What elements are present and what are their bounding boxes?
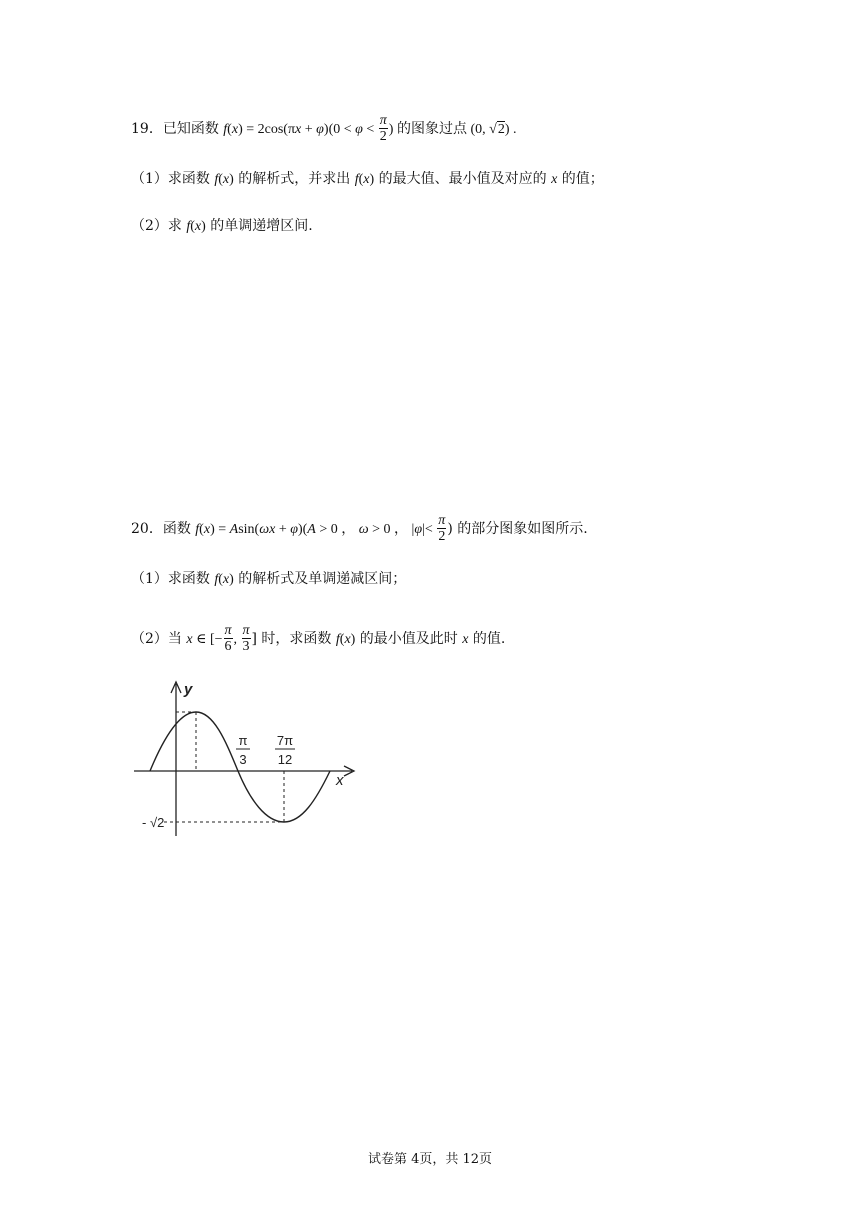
fraction-pi-over-6: $\frac{\pi}{6}$ bbox=[224, 623, 232, 654]
x-axis-label: x bbox=[336, 772, 344, 789]
fraction-pi-over-2: $\frac{\pi}{2}$ bbox=[438, 513, 446, 544]
sine-curve bbox=[150, 712, 330, 822]
q19-part1: （1）求函数 f(x) 的解析式，并求出 f(x) 的最大值、最小值及对应的 x 的值； bbox=[131, 171, 604, 187]
min-value-label: - √2 bbox=[142, 815, 165, 830]
fraction-pi-over-2: $\frac{\pi}{2}$ bbox=[379, 113, 387, 144]
q19-part2: （2）求 f(x) 的单调递增区间. bbox=[131, 218, 313, 234]
q20-stem: 20．函数 f(x) = Asin(ωx + φ)(A > 0 ， ω > 0 ， |φ|< $\frac{\pi}{2}$ ) 的部分图象如图所示. bbox=[131, 513, 588, 544]
sqrt-2: 2 bbox=[497, 122, 505, 137]
q20-part2: （2）当 x ∈ [− $\frac{\pi}{6}$ , $\frac{\pi}{3}$ ] 时，求函数 f(x) 的最小值及此时 x 的值. bbox=[131, 623, 506, 654]
y-axis-label: y bbox=[184, 681, 193, 698]
tick-pi-over-3-num: π bbox=[238, 733, 248, 748]
tick-7pi-over-12-num: 7π bbox=[276, 733, 294, 748]
q19-stem: 19．已知函数 f(x) = 2cos(πx + φ)(0 < φ < $\frac{\pi}{2}$ ) 的图象过点 (0, √2) . bbox=[131, 113, 517, 144]
fraction-pi-over-3: $\frac{\pi}{3}$ bbox=[242, 623, 250, 654]
tick-7pi-over-12-den: 12 bbox=[277, 752, 293, 767]
q19-number: 19． bbox=[131, 121, 163, 137]
sine-graph bbox=[130, 676, 370, 846]
tick-pi-over-3-den: 3 bbox=[239, 752, 247, 767]
q20-number: 20． bbox=[131, 521, 163, 537]
page-footer: 试卷第 4页，共 12页 bbox=[367, 1152, 493, 1167]
q20-part1: （1）求函数 f(x) 的解析式及单调递减区间； bbox=[131, 571, 407, 587]
